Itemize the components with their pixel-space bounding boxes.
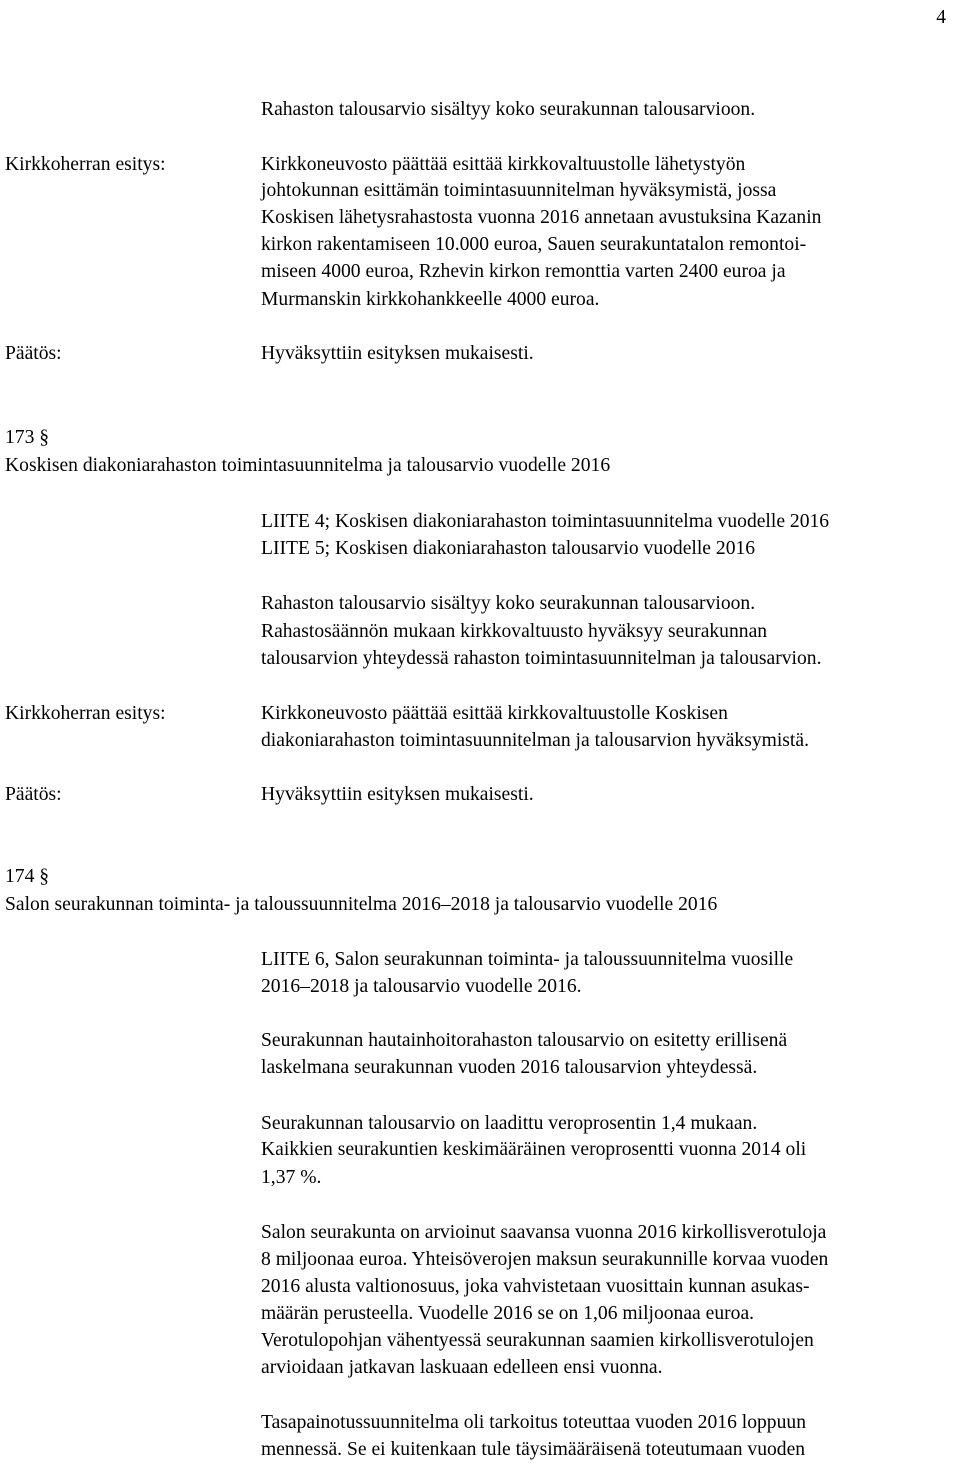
attachment-line: LIITE 6, Salon seurakunnan toiminta- ja taloussuunnitelma vuosille — [261, 949, 794, 970]
body-line: Seurakunnan hautainhoitorahaston talousarvio on esitetty erillisenä — [261, 1030, 788, 1051]
proposal-line: diakoniarahaston toimintasuunnitelman ja talousarvion hyväksymistä. — [261, 730, 809, 751]
section-title: Koskisen diakoniarahaston toimintasuunnitelma ja talousarvio vuodelle 2016 — [5, 455, 611, 476]
body-line: mennessä. Se ei kuitenkaan tule täysimääräisenä toteutumaan vuoden — [261, 1439, 806, 1460]
attachment-line: 2016–2018 ja talousarvio vuodelle 2016. — [261, 976, 582, 997]
body-line: arvioidaan jatkavan laskuaan edelleen ensi vuonna. — [261, 1357, 663, 1378]
body-line: Tasapainotussuunnitelma oli tarkoitus toteuttaa vuoden 2016 loppuun — [261, 1412, 806, 1433]
proposal-line: johtokunnan esittämän toimintasuunnitelman hyväksymistä, jossa — [261, 180, 777, 201]
proposal-line: Koskisen lähetysrahastosta vuonna 2016 annetaan avustuksina Kazanin — [261, 207, 822, 228]
proposal-label: Kirkkoherran esitys: — [5, 703, 166, 724]
body-line: 2016 alusta valtionosuus, joka vahvistetaan vuosittain kunnan asukas- — [261, 1276, 810, 1297]
page-number: 4 — [936, 7, 946, 28]
section-number: 174 § — [5, 866, 50, 887]
proposal-line: Kirkkoneuvosto päättää esittää kirkkovaltuustolle Koskisen — [261, 703, 728, 724]
body-line: Kaikkien seurakuntien keskimääräinen veroprosentti vuonna 2014 oli — [261, 1139, 807, 1160]
body-line: Rahastosäännön mukaan kirkkovaltuusto hyväksyy seurakunnan — [261, 621, 768, 642]
proposal-line: kirkon rakentamiseen 10.000 euroa, Sauen seurakuntatalon remontoi- — [261, 234, 807, 255]
body-line: Rahaston talousarvio sisältyy koko seurakunnan talousarvioon. — [261, 593, 756, 614]
body-line: Seurakunnan talousarvio on laadittu veroprosentin 1,4 mukaan. — [261, 1113, 758, 1134]
attachment-line: LIITE 5; Koskisen diakoniarahaston talousarvio vuodelle 2016 — [261, 538, 756, 559]
decision-label: Päätös: — [5, 784, 62, 805]
decision-text: Hyväksyttiin esityksen mukaisesti. — [261, 784, 534, 805]
decision-text: Hyväksyttiin esityksen mukaisesti. — [261, 343, 534, 364]
proposal-line: miseen 4000 euroa, Rzhevin kirkon remonttia varten 2400 euroa ja — [261, 261, 786, 282]
body-line: laskelmana seurakunnan vuoden 2016 talousarvion yhteydessä. — [261, 1057, 758, 1078]
proposal-line: Murmanskin kirkkohankkeelle 4000 euroa. — [261, 289, 600, 310]
decision-label: Päätös: — [5, 343, 62, 364]
section-title: Salon seurakunnan toiminta- ja taloussuunnitelma 2016–2018 ja talousarvio vuodelle 2016 — [5, 894, 718, 915]
intro-text: Rahaston talousarvio sisältyy koko seurakunnan talousarvioon. — [261, 99, 756, 120]
proposal-label: Kirkkoherran esitys: — [5, 154, 166, 175]
body-line: Salon seurakunta on arvioinut saavansa vuonna 2016 kirkollisverotuloja — [261, 1222, 827, 1243]
body-line: 1,37 %. — [261, 1167, 322, 1188]
body-line: Verotulopohjan vähentyessä seurakunnan saamien kirkollisverotulojen — [261, 1330, 814, 1351]
section-number: 173 § — [5, 427, 50, 448]
body-line: määrän perusteella. Vuodelle 2016 se on 1,06 miljoonaa euroa. — [261, 1303, 755, 1324]
body-line: talousarvion yhteydessä rahaston toimintasuunnitelman ja talousarvion. — [261, 648, 822, 669]
attachment-line: LIITE 4; Koskisen diakoniarahaston toimintasuunnitelma vuodelle 2016 — [261, 511, 830, 532]
proposal-line: Kirkkoneuvosto päättää esittää kirkkovaltuustolle lähetystyön — [261, 154, 746, 175]
body-line: 8 miljoonaa euroa. Yhteisöverojen maksun seurakunnille korvaa vuoden — [261, 1249, 829, 1270]
